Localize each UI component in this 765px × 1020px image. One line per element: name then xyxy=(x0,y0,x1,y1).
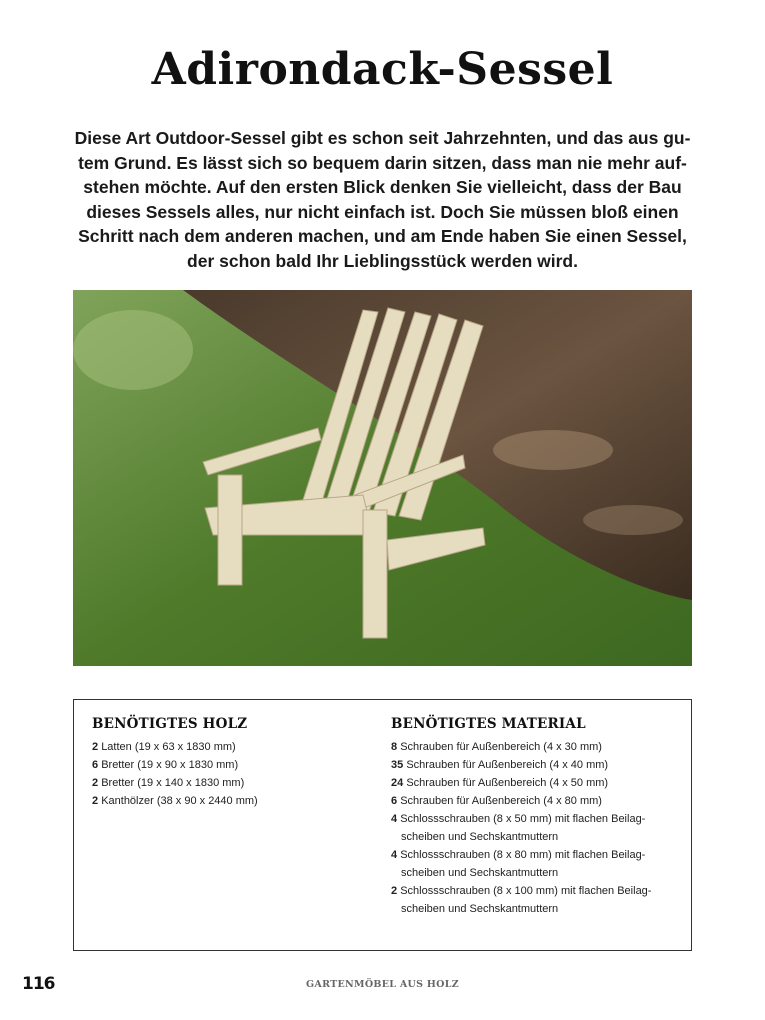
list-item xyxy=(92,792,362,810)
list-item xyxy=(391,774,681,792)
item-quantity: 2 xyxy=(92,741,99,753)
material-heading: BENÖTIGTES MATERIAL xyxy=(391,716,586,732)
item-quantity: 2 xyxy=(92,777,99,789)
list-item xyxy=(92,738,362,756)
intro-line: Diese Art Outdoor-Sessel gibt es schon seit Jahrzehnten, und das aus gu- xyxy=(74,128,691,148)
item-text: Bretter (19 x 140 x 1830 mm) xyxy=(101,777,245,789)
item-text: Bretter (19 x 90 x 1830 mm) xyxy=(101,759,239,771)
item-text: Kanthölzer (38 x 90 x 2440 mm) xyxy=(101,795,258,807)
wood-list xyxy=(92,716,362,810)
item-text: Schlossschrauben (8 x 100 mm) mit flachen Beilag-scheiben und Sechskantmuttern xyxy=(400,885,652,915)
intro-line: stehen möchte. Auf den ersten Blick denken Sie vielleicht, dass der Bau xyxy=(83,177,682,197)
item-quantity: 2 xyxy=(92,795,99,807)
item-text: Schlossschrauben (8 x 80 mm) mit flachen Beilag-scheiben und Sechskantmuttern xyxy=(400,849,646,879)
material-list xyxy=(391,716,681,918)
chair-photo-illustration xyxy=(73,290,692,666)
running-title: GARTENMÖBEL AUS HOLZ xyxy=(306,979,459,990)
chair-photo xyxy=(73,290,692,666)
intro-line: tem Grund. Es lässt sich so bequem darin sitzen, dass man nie mehr auf- xyxy=(78,152,687,173)
item-quantity: 24 xyxy=(391,777,404,789)
list-item xyxy=(391,738,681,756)
list-item xyxy=(92,774,362,792)
materials-box xyxy=(73,699,692,951)
list-item xyxy=(391,792,681,810)
list-item xyxy=(391,846,681,882)
item-quantity: 2 xyxy=(391,885,398,897)
wood-heading: BENÖTIGTES HOLZ xyxy=(92,716,248,732)
item-quantity: 4 xyxy=(391,813,398,825)
list-item xyxy=(391,756,681,774)
item-quantity: 6 xyxy=(391,795,398,807)
list-item xyxy=(391,882,681,918)
intro-line: dieses Sessels alles, nur nicht einfach ist. Doch Sie müssen bloß einen xyxy=(86,201,679,222)
item-text: Latten (19 x 63 x 1830 mm) xyxy=(101,741,236,753)
page-number: 116 xyxy=(22,974,55,994)
item-text: Schrauben für Außenbereich (4 x 40 mm) xyxy=(406,759,609,771)
item-quantity: 8 xyxy=(391,741,398,753)
intro-line: der schon bald Ihr Lieblingsstück werden wird. xyxy=(187,250,578,271)
item-quantity: 6 xyxy=(92,759,99,771)
item-text: Schrauben für Außenbereich (4 x 30 mm) xyxy=(400,741,602,753)
list-item xyxy=(391,810,681,846)
item-quantity: 4 xyxy=(391,849,398,861)
item-text: Schrauben für Außenbereich (4 x 80 mm) xyxy=(400,795,602,807)
item-text: Schlossschrauben (8 x 50 mm) mit flachen Beilag-scheiben und Sechskantmuttern xyxy=(400,813,646,843)
item-text: Schrauben für Außenbereich (4 x 50 mm) xyxy=(406,777,609,789)
page-title: Adirondack-Sessel xyxy=(151,44,614,95)
list-item xyxy=(92,756,362,774)
item-quantity: 35 xyxy=(391,759,404,771)
intro-paragraph xyxy=(60,126,705,273)
intro-line: Schritt nach dem anderen machen, und am Ende haben Sie einen Sessel, xyxy=(78,226,687,246)
